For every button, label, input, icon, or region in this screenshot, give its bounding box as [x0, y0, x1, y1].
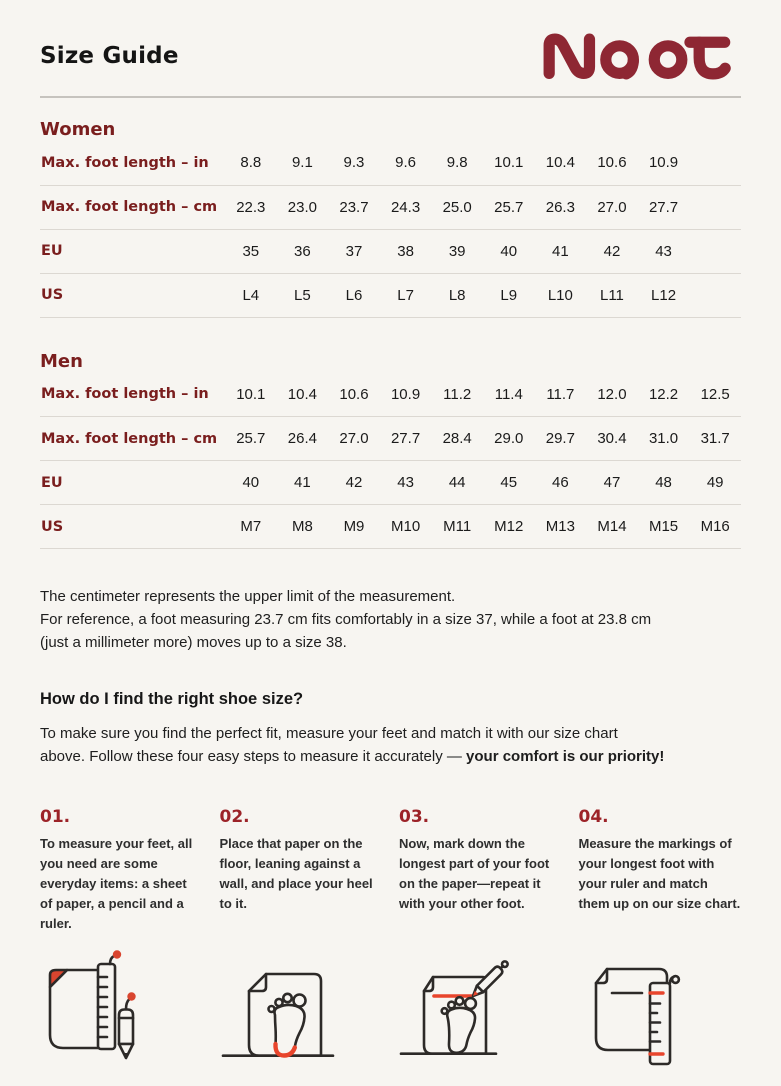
- size-value: M7: [240, 518, 262, 535]
- howto-line-2-normal: above. Follow these four easy steps to measure it accurately —: [40, 748, 467, 765]
- size-value: 11.2: [443, 385, 472, 403]
- size-value: 31.0: [648, 430, 679, 447]
- size-value: L10: [547, 286, 573, 304]
- size-value: 9.8: [446, 154, 468, 172]
- size-value: M11: [443, 518, 472, 535]
- step-2-text: Place that paper on the floor, leaning against a wall, and place your heel to it.: [219, 836, 373, 911]
- size-value: 9.6: [395, 154, 416, 172]
- size-value: 42: [345, 474, 363, 491]
- size-value: 36: [294, 242, 311, 260]
- size-value: 29.7: [545, 430, 575, 447]
- size-value: 38: [397, 242, 414, 260]
- size-value: 49: [706, 474, 724, 491]
- paper-ruler-markings-icon: [579, 948, 699, 1068]
- size-value: 29.0: [494, 430, 524, 447]
- size-value: 10.9: [648, 154, 679, 172]
- size-value: 9.3: [343, 154, 365, 172]
- howto-line-2-bold: your comfort is our priority!: [466, 748, 665, 765]
- size-value: L11: [599, 286, 624, 304]
- size-value: L7: [397, 286, 414, 304]
- measurement-note: [40, 585, 741, 654]
- header-divider: [40, 96, 741, 98]
- size-value: 47: [603, 474, 621, 491]
- size-value: [689, 141, 741, 185]
- size-value: 10.1: [236, 385, 266, 403]
- size-value: M8: [291, 518, 313, 535]
- size-row-label: US: [41, 518, 64, 535]
- size-row: [40, 461, 741, 505]
- size-value: 27.0: [339, 430, 369, 447]
- size-value: 42: [603, 242, 621, 260]
- size-value: 22.3: [236, 198, 266, 216]
- men-size-section: [40, 351, 741, 550]
- size-value: 12.5: [700, 385, 730, 403]
- size-value: M16: [700, 518, 730, 535]
- size-value: 27.7: [390, 430, 421, 447]
- size-row-label: Max. foot length – cm: [41, 430, 218, 447]
- section-title-women: Women: [40, 119, 116, 140]
- paper-footprint-heel-icon: [220, 948, 340, 1068]
- step-3: [399, 807, 562, 934]
- note-line: The centimeter represents the upper limit of the measurement.: [40, 588, 456, 605]
- size-value: 25.0: [442, 198, 472, 216]
- size-row-label: Max. foot length – in: [41, 386, 209, 403]
- size-value: 25.7: [494, 198, 524, 216]
- size-value: L5: [294, 286, 311, 304]
- size-row: [40, 185, 741, 229]
- size-value: 10.1: [494, 154, 524, 172]
- step-1-text: To measure your feet, all you need are some everyday items: a sheet of paper, a pencil and a ruler.: [40, 836, 193, 931]
- size-value: M10: [390, 518, 421, 535]
- size-value: L8: [448, 286, 466, 304]
- size-value: 41: [294, 474, 311, 491]
- step-4-number: 04.: [578, 807, 609, 827]
- step-2-number: 02.: [219, 807, 250, 827]
- size-value: 27.7: [648, 198, 679, 216]
- pencil-marking-footprint-icon: [399, 948, 519, 1068]
- howto-text: [40, 722, 741, 768]
- size-row-label: US: [41, 287, 64, 303]
- size-value: 11.4: [494, 385, 523, 403]
- step-3-text: Now, mark down the longest part of your foot on the paper—repeat it with your other foot.: [399, 836, 550, 911]
- step-2: [220, 807, 383, 934]
- size-value: 24.3: [390, 198, 421, 216]
- size-row: [40, 505, 741, 549]
- size-row-label: Max. foot length – cm: [41, 199, 218, 215]
- howto-line-2: [40, 745, 741, 768]
- size-value: M12: [494, 518, 524, 535]
- size-value: L4: [242, 286, 260, 304]
- size-value: M9: [343, 518, 365, 535]
- step-1-number: 01.: [40, 807, 71, 827]
- size-value: 12.0: [597, 385, 627, 403]
- size-value: 30.4: [597, 430, 627, 447]
- size-row: [40, 373, 741, 417]
- page-title: Size Guide: [40, 42, 179, 69]
- women-size-section: [40, 119, 741, 318]
- size-value: 28.4: [442, 430, 472, 447]
- size-row-label: EU: [41, 243, 63, 259]
- size-value: 40: [242, 474, 260, 491]
- size-value: M14: [597, 518, 627, 535]
- steps-row: [40, 807, 741, 934]
- step-4-text: Measure the markings of your longest foot with your ruler and match them up on our size chart.: [578, 836, 741, 911]
- size-value: 10.4: [287, 385, 317, 403]
- note-line: (just a millimeter more) moves up to a size 38.: [40, 634, 347, 651]
- size-value: 26.4: [287, 430, 317, 447]
- size-value: 12.2: [648, 385, 679, 403]
- size-value: L6: [345, 286, 363, 304]
- size-value: 27.0: [597, 198, 627, 216]
- size-value: M13: [545, 518, 575, 535]
- size-value: 43: [397, 474, 414, 491]
- size-value: 25.7: [236, 430, 266, 447]
- size-value: 11.7: [546, 385, 575, 403]
- size-value: L9: [500, 286, 518, 304]
- header: [40, 0, 741, 80]
- men-size-table: [40, 373, 741, 550]
- size-value: 9.1: [291, 154, 313, 172]
- note-line: For reference, a foot measuring 23.7 cm fits comfortably in a size 37, while a foot at 23.8 cm: [40, 611, 652, 628]
- size-row: [40, 141, 741, 185]
- size-value: M15: [648, 518, 679, 535]
- size-value: 43: [655, 242, 672, 260]
- step-4: [579, 807, 742, 934]
- step-1: [40, 807, 203, 934]
- size-value: 31.7: [700, 430, 730, 447]
- size-row-label: EU: [41, 474, 63, 491]
- size-value: [689, 229, 741, 273]
- paper-ruler-pencil-icon: [40, 948, 160, 1068]
- naot-logo: [541, 31, 741, 80]
- size-value: 26.3: [545, 198, 575, 216]
- size-value: 35: [242, 242, 260, 260]
- size-value: [689, 273, 741, 317]
- size-value: [689, 185, 741, 229]
- size-value: 45: [500, 474, 518, 491]
- size-value: 23.0: [287, 198, 317, 216]
- section-title-men: Men: [40, 350, 83, 372]
- howto-heading: How do I find the right shoe size?: [40, 690, 304, 708]
- size-value: 40: [500, 242, 518, 260]
- howto-line-1: To make sure you find the perfect fit, measure your feet and match it with our size chart: [40, 725, 618, 742]
- step-3-number: 03.: [399, 807, 430, 827]
- size-value: 10.6: [597, 154, 627, 172]
- size-row: [40, 273, 741, 317]
- step-icons-row: [40, 948, 741, 1068]
- size-value: 44: [448, 474, 466, 491]
- size-value: 46: [552, 474, 569, 491]
- size-row: [40, 229, 741, 273]
- size-row-label: Max. foot length – in: [41, 154, 209, 171]
- size-value: L12: [651, 286, 677, 304]
- size-value: 10.4: [545, 154, 575, 172]
- size-value: 41: [552, 242, 569, 260]
- size-value: 48: [655, 474, 672, 491]
- size-row: [40, 417, 741, 461]
- size-value: 10.6: [339, 385, 369, 403]
- size-value: 39: [448, 242, 466, 260]
- size-value: 23.7: [339, 198, 369, 216]
- size-value: 10.9: [390, 385, 421, 403]
- size-value: 8.8: [240, 154, 262, 172]
- women-size-table: [40, 141, 741, 318]
- size-value: 37: [345, 242, 363, 260]
